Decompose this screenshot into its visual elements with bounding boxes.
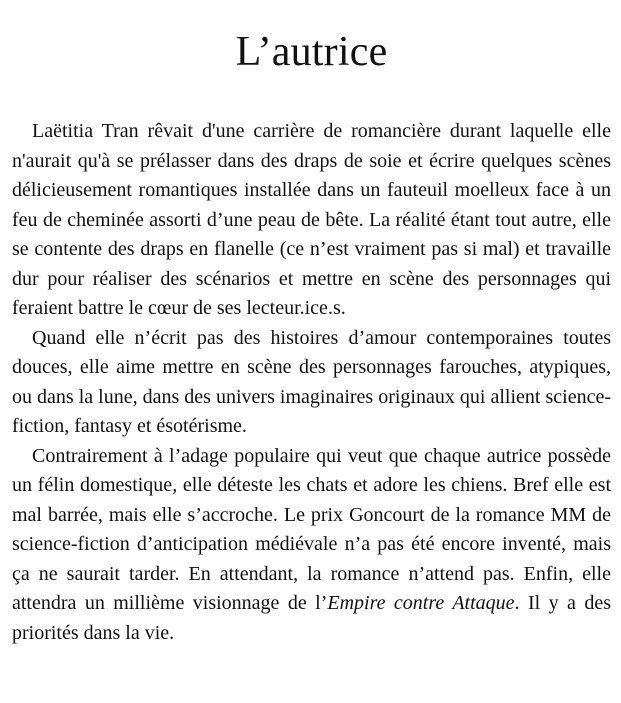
bio-text [12,117,611,648]
movie-title: Empire contre Attaque [327,592,515,614]
page-title: L’autrice [235,29,388,75]
paragraph-pets-text-start: Contrairement à l’adage populaire qui veut que chaque autrice possède un félin domestique, elle déteste les chats et adore les chiens. Bref elle est mal barrée, mais elle s’accroche. Le prix Goncourt de la romance MM de science-fiction d’anticipation médiévale n’a pas été encore inventé, mais ça ne saurait tarder. En attendant, la romance n’attend pas. Enfin, elle attendra un millième visionnage de l’ [12,444,611,614]
paragraph-genres: Quand elle n’écrit pas des histoires d’amour contemporaines toutes douces, elle aime mettre en scène des personnages farouches, atypiques, ou dans la lune, dans des univers imaginaires originaux qui allient science-fiction, fantasy et ésotérisme. [12,326,611,437]
paragraph-career: Laëtitia Tran rêvait d'une carrière de romancière durant laquelle elle n'aurait qu'à se prélasser dans des draps de soie et écrire quelques scènes délicieusement romantiques installée dans un fauteuil moelleux face à un feu de cheminée assorti d’une peau de bête. La réalité étant tout autre, elle se contente des draps en flanelle (ce n’est vraiment pas si mal) et travaille dur pour réaliser des scénarios et mettre en scène des personnages qui feraient battre le cœur de ses lecteur.ice.s. [12,120,611,319]
paragraph-pets [12,442,611,649]
paragraph-pets-text-end: . Il y a des priorités dans la vie. [12,592,611,644]
